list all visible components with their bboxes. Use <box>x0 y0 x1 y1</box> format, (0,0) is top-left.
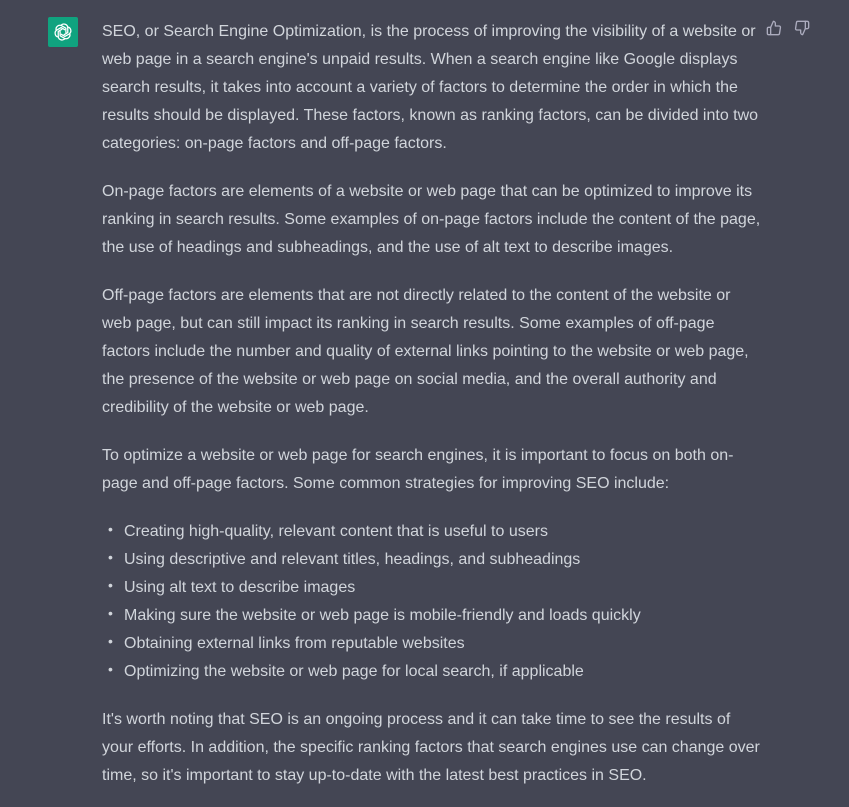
bullet-icon: • <box>108 577 113 593</box>
list-item <box>102 602 762 630</box>
bullet-icon: • <box>108 549 113 565</box>
thumbs-up-button[interactable] <box>766 20 782 36</box>
thumbs-down-button[interactable] <box>794 20 810 36</box>
message-paragraph: Off-page factors are elements that are not directly related to the content of the website or web page, but can still impact its ranking in search results. Some examples of off-page factors include the number and quality of external links pointing to the website or web page, the presence of the website or web page on social media, and the overall authority and credibility of the website or web page. <box>102 287 749 416</box>
list-item-text: Obtaining external links from reputable websites <box>124 635 465 652</box>
list-item-text: Using descriptive and relevant titles, headings, and subheadings <box>124 551 581 568</box>
list-item-text: Optimizing the website or web page for local search, if applicable <box>124 663 584 680</box>
bullet-icon: • <box>108 521 113 537</box>
strategy-list <box>102 518 762 686</box>
assistant-avatar <box>48 17 78 47</box>
list-item <box>102 658 762 686</box>
feedback-buttons <box>766 20 810 36</box>
assistant-message <box>102 18 762 807</box>
openai-logo-icon <box>52 21 74 43</box>
bullet-icon: • <box>108 605 113 621</box>
list-item <box>102 574 762 602</box>
list-item-text: Making sure the website or web page is mobile-friendly and loads quickly <box>124 607 641 624</box>
list-item-text: Creating high-quality, relevant content that is useful to users <box>124 523 548 540</box>
message-paragraph: On-page factors are elements of a website or web page that can be optimized to improve its ranking in search results. Some examples of on-page factors include the content of the page, the use of headings and subheadings, and the use of alt text to describe images. <box>102 183 761 256</box>
message-paragraph: SEO, or Search Engine Optimization, is the process of improving the visibility of a website or web page in a search engine's unpaid results. When a search engine like Google displays search results, it takes into account a variety of factors to determine the order in which the results should be displayed. These factors, known as ranking factors, can be divided into two categories: on-page factors and off-page factors. <box>102 23 759 152</box>
bullet-icon: • <box>108 661 113 677</box>
message-closing-paragraph: It's worth noting that SEO is an ongoing process and it can take time to see the results of your efforts. In addition, the specific ranking factors that search engines use can change over time, so it's important to stay up-to-date with the latest best practices in SEO. <box>102 711 760 784</box>
list-item <box>102 518 762 546</box>
thumbs-up-icon <box>766 20 782 36</box>
list-item <box>102 630 762 658</box>
thumbs-down-icon <box>794 20 810 36</box>
list-item-text: Using alt text to describe images <box>124 579 356 596</box>
list-item <box>102 546 762 574</box>
message-paragraph: To optimize a website or web page for search engines, it is important to focus on both on-page and off-page factors. Some common strategies for improving SEO include: <box>102 447 734 492</box>
bullet-icon: • <box>108 633 113 649</box>
